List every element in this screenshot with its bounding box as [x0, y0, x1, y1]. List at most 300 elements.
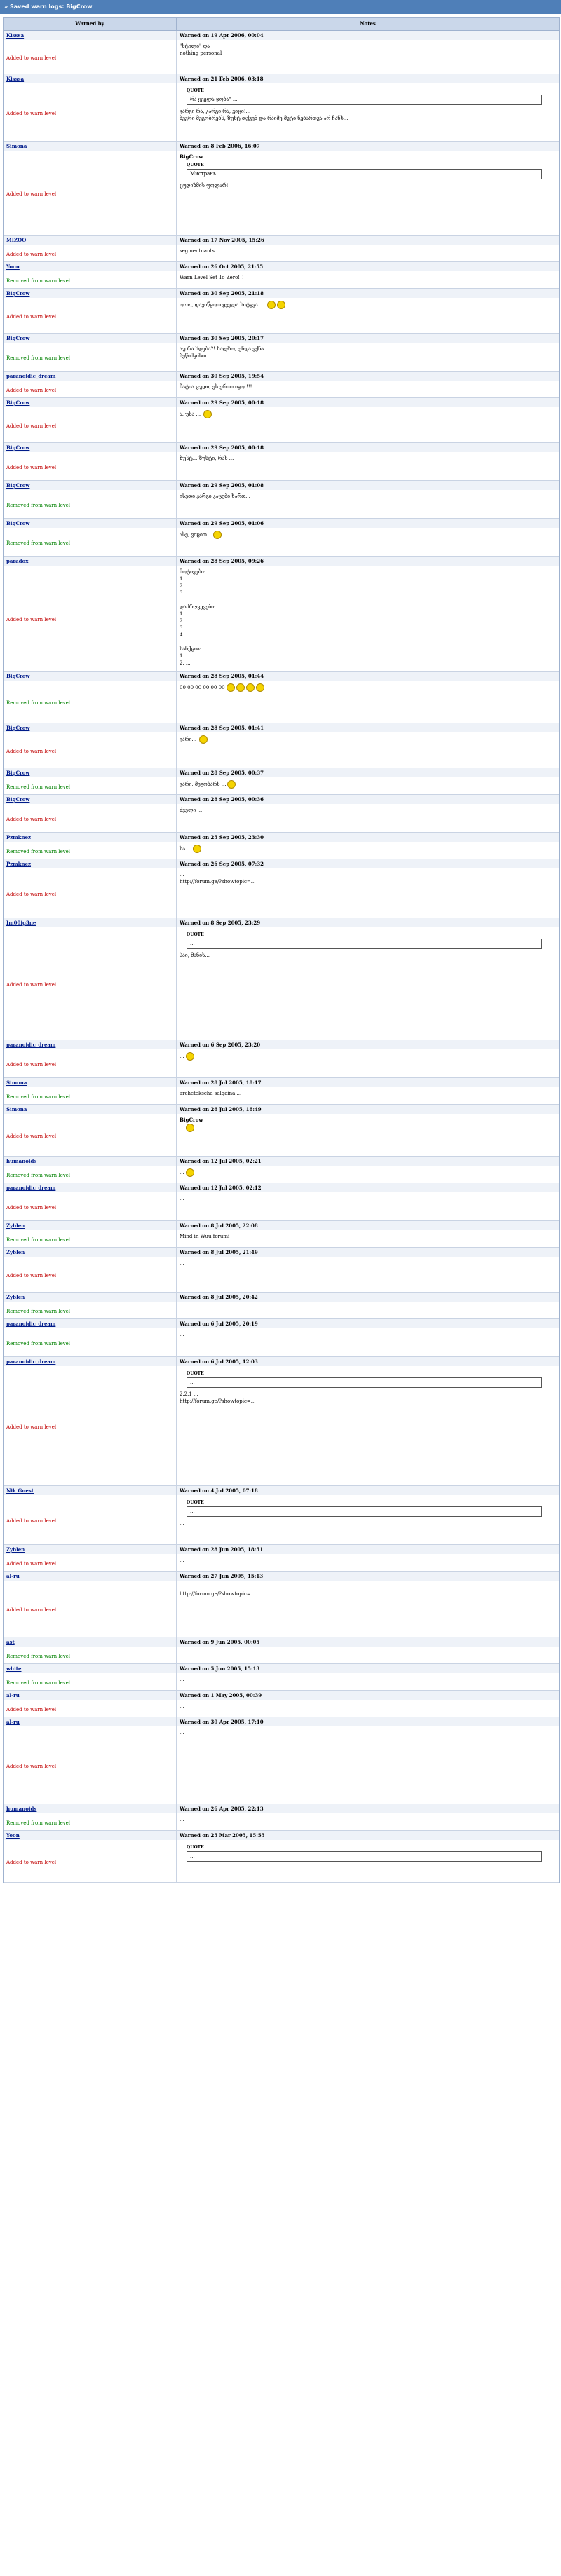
note-text: ... — [180, 1196, 184, 1201]
warn-entry — [4, 1804, 559, 1831]
warner-cell — [4, 1157, 177, 1166]
warn-date: Warned on 28 Sep 2005, 01:44 — [177, 672, 559, 681]
warn-note — [177, 732, 559, 768]
note-text: ... — [180, 1865, 184, 1871]
added-to-warn-level: Added to warn level — [4, 83, 177, 141]
warn-note — [177, 681, 559, 723]
warner-link[interactable]: Zyblen — [6, 1546, 25, 1553]
entry-header-row — [4, 1293, 559, 1302]
entry-body-row — [4, 343, 559, 371]
entry-body-row — [4, 83, 559, 141]
entry-body-row — [4, 1087, 559, 1104]
warn-date: Warned on 17 Nov 2005, 15:26 — [177, 236, 559, 245]
warn-date: Warned on 8 Sep 2005, 23:29 — [177, 918, 559, 927]
warn-note — [177, 528, 559, 556]
entry-header-row — [4, 672, 559, 681]
warner-link[interactable]: al-ru — [6, 1719, 20, 1725]
warner-cell — [4, 289, 177, 298]
warner-cell — [4, 557, 177, 566]
entry-body-row — [4, 1673, 559, 1690]
warner-link[interactable]: Yoon — [6, 264, 20, 270]
entry-body-row — [4, 1192, 559, 1220]
warner-link[interactable]: BigCrow — [6, 725, 30, 731]
warn-entry — [4, 1637, 559, 1664]
entry-header-row — [4, 723, 559, 732]
entry-body-row — [4, 40, 559, 74]
added-to-warn-level: Added to warn level — [4, 1700, 177, 1717]
warner-link[interactable]: BigCrow — [6, 444, 30, 451]
warn-date: Warned on 1 May 2005, 00:39 — [177, 1691, 559, 1700]
entry-header-row — [4, 289, 559, 298]
entry-body-row — [4, 381, 559, 397]
added-to-warn-level: Added to warn level — [4, 1192, 177, 1220]
warn-note — [177, 245, 559, 261]
warn-date: Warned on 29 Sep 2005, 01:08 — [177, 481, 559, 490]
entry-header-row — [4, 31, 559, 40]
quote-block — [187, 1370, 542, 1388]
quote-label: QUOTE — [187, 932, 204, 937]
warner-link[interactable]: Pzmknez — [6, 834, 32, 840]
entry-body-row — [4, 804, 559, 832]
warner-cell — [4, 1319, 177, 1328]
quote-label: QUOTE — [187, 88, 204, 93]
note-text: კარგი რა, კარგი რა, ვიცი!... ბევრი მეგობრებს, ზუსტ თქვენ და რაიმე მეტი ნებართვა არ ჩანს... — [180, 109, 349, 121]
warner-cell — [4, 372, 177, 381]
entry-body-row — [4, 927, 559, 1040]
warn-entry — [4, 1157, 559, 1183]
warn-note — [177, 1328, 559, 1356]
entry-header-row — [4, 372, 559, 381]
warner-cell — [4, 142, 177, 151]
warner-cell — [4, 768, 177, 777]
note-text: ... — [180, 1817, 184, 1822]
added-to-warn-level: Added to warn level — [4, 407, 177, 442]
warner-link[interactable]: Im00ig3ne — [6, 920, 36, 926]
warner-cell — [4, 236, 177, 245]
warn-entry — [4, 1183, 559, 1221]
note-text: ... — [180, 1054, 184, 1059]
warn-entry — [4, 372, 559, 398]
warn-entry — [4, 1078, 559, 1105]
warn-date: Warned on 5 Jun 2005, 15:13 — [177, 1664, 559, 1673]
warn-entry — [4, 833, 559, 859]
warn-entry — [4, 1357, 559, 1486]
entry-body-row — [4, 1366, 559, 1485]
smiley-icon — [246, 683, 255, 692]
warner-cell — [4, 1293, 177, 1302]
quote-text: ... — [187, 1506, 542, 1517]
table-header — [4, 18, 559, 31]
entry-body-row — [4, 566, 559, 671]
entry-header-row — [4, 1248, 559, 1257]
warn-entry — [4, 1831, 559, 1883]
warner-link[interactable]: Kisssa — [6, 32, 25, 39]
page-title: » Saved warn logs: BigCrow — [0, 0, 561, 14]
note-text: ... — [180, 1677, 184, 1682]
warner-cell — [4, 1717, 177, 1726]
entry-header-row — [4, 481, 559, 490]
warn-entry — [4, 723, 559, 768]
warn-date: Warned on 29 Sep 2005, 00:18 — [177, 443, 559, 452]
warn-entry — [4, 1319, 559, 1357]
warn-note — [177, 1366, 559, 1485]
note-text: archetekscha salgaina ... — [180, 1091, 242, 1096]
entry-header-row — [4, 1637, 559, 1647]
warn-date: Warned on 6 Jul 2005, 12:03 — [177, 1357, 559, 1366]
warner-cell — [4, 481, 177, 490]
entry-body-row — [4, 1230, 559, 1247]
removed-from-warn-level: Removed from warn level — [4, 1647, 177, 1663]
warn-date: Warned on 9 Jun 2005, 00:05 — [177, 1637, 559, 1647]
entry-body-row — [4, 1840, 559, 1882]
warner-cell — [4, 918, 177, 927]
note-text: ... — [180, 1332, 184, 1337]
removed-from-warn-level: Removed from warn level — [4, 1302, 177, 1318]
removed-from-warn-level: Removed from warn level — [4, 1673, 177, 1690]
entry-body-row — [4, 1726, 559, 1804]
entry-header-row — [4, 1040, 559, 1049]
warner-cell — [4, 723, 177, 732]
entry-body-row — [4, 1700, 559, 1717]
removed-from-warn-level: Removed from warn level — [4, 271, 177, 288]
warn-date: Warned on 21 Feb 2006, 03:18 — [177, 74, 559, 83]
warn-note — [177, 407, 559, 442]
smiley-icon — [277, 301, 285, 309]
warn-date: Warned on 6 Jul 2005, 20:19 — [177, 1319, 559, 1328]
entry-header-row — [4, 334, 559, 343]
warner-cell — [4, 262, 177, 271]
warn-note — [177, 1257, 559, 1292]
note-text: ... — [180, 1260, 184, 1266]
warn-note — [177, 343, 559, 371]
removed-from-warn-level: Removed from warn level — [4, 842, 177, 859]
note-text: აუ რა ხდება?! ხალხო, უნდა ვქნა ... ბეწიმკისთ... — [180, 346, 270, 359]
warn-note — [177, 1166, 559, 1183]
warn-date: Warned on 29 Sep 2005, 00:18 — [177, 398, 559, 407]
entry-header-row — [4, 519, 559, 528]
warn-note — [177, 804, 559, 832]
note-text: ცუდიზმის ფოლარ! — [180, 183, 229, 189]
warn-note — [177, 452, 559, 480]
warner-cell — [4, 1545, 177, 1554]
note-text: ჰაი, მანის... — [180, 953, 210, 958]
note-text: ... — [180, 1305, 184, 1311]
warner-link[interactable]: humanoids — [6, 1806, 37, 1812]
quote-text: რა ყველა ჯობა" ... — [187, 95, 542, 105]
entry-header-row — [4, 1664, 559, 1673]
entry-body-row — [4, 1114, 559, 1156]
note-text: "სტილი" და nothing personal — [180, 43, 222, 56]
header-notes: Notes — [360, 20, 376, 27]
entry-header-row — [4, 795, 559, 804]
warn-entry — [4, 1717, 559, 1804]
warn-note — [177, 40, 559, 74]
entry-header-row — [4, 1357, 559, 1366]
warner-link[interactable]: paranoidic_dream — [6, 373, 56, 379]
entry-header-row — [4, 1831, 559, 1840]
warn-note — [177, 566, 559, 671]
warner-link[interactable]: Simona — [6, 1106, 27, 1112]
removed-from-warn-level: Removed from warn level — [4, 490, 177, 518]
warn-entry — [4, 519, 559, 557]
warn-date: Warned on 28 Sep 2005, 00:37 — [177, 768, 559, 777]
entry-body-row — [4, 777, 559, 794]
quote-label: QUOTE — [187, 1500, 204, 1505]
warner-link[interactable]: BigCrow — [6, 796, 30, 803]
warn-note — [177, 83, 559, 141]
warn-entry — [4, 1486, 559, 1545]
note-text: ა. უსა ... — [180, 411, 203, 417]
warner-link[interactable]: BigCrow — [6, 770, 30, 776]
warn-entry — [4, 1572, 559, 1637]
warn-entry — [4, 74, 559, 142]
entry-body-row — [4, 1049, 559, 1077]
warn-note — [177, 381, 559, 397]
warn-entry — [4, 481, 559, 519]
entry-header-row — [4, 833, 559, 842]
entry-header-row — [4, 262, 559, 271]
warner-link[interactable]: white — [6, 1665, 22, 1672]
entry-header-row — [4, 142, 559, 151]
note-text: ... — [180, 1125, 184, 1131]
entry-header-row — [4, 443, 559, 452]
quote-block — [187, 1499, 542, 1517]
warn-date: Warned on 12 Jul 2005, 02:21 — [177, 1157, 559, 1166]
note-text: ... — [180, 1650, 184, 1656]
added-to-warn-level: Added to warn level — [4, 1114, 177, 1156]
smiley-icon — [193, 845, 201, 853]
warner-cell — [4, 334, 177, 343]
warn-entry — [4, 1221, 559, 1248]
entry-body-row — [4, 1302, 559, 1318]
entry-header-row — [4, 1105, 559, 1114]
entry-header-row — [4, 398, 559, 407]
warner-link[interactable]: Yoon — [6, 1832, 20, 1839]
warn-date: Warned on 6 Sep 2005, 23:20 — [177, 1040, 559, 1049]
smiley-icon — [236, 683, 245, 692]
warner-cell — [4, 1248, 177, 1257]
entry-body-row — [4, 732, 559, 768]
entry-body-row — [4, 1257, 559, 1292]
warn-note — [177, 1230, 559, 1247]
smiley-icon — [186, 1052, 194, 1061]
warn-entry — [4, 557, 559, 672]
warn-note — [177, 1302, 559, 1318]
warner-link[interactable]: Simona — [6, 143, 27, 149]
added-to-warn-level: Added to warn level — [4, 298, 177, 333]
entry-header-row — [4, 1572, 559, 1581]
warn-date: Warned on 4 Jul 2005, 07:18 — [177, 1486, 559, 1495]
entry-header-row — [4, 1691, 559, 1700]
warner-link[interactable]: MIZOO — [6, 237, 27, 243]
added-to-warn-level: Added to warn level — [4, 804, 177, 832]
warn-note — [177, 842, 559, 859]
warner-cell — [4, 833, 177, 842]
entry-header-row — [4, 1717, 559, 1726]
warn-date: Warned on 26 Sep 2005, 07:32 — [177, 859, 559, 868]
warn-entry — [4, 1040, 559, 1078]
warner-cell — [4, 1183, 177, 1192]
warn-entry — [4, 672, 559, 723]
warn-date: Warned on 30 Apr 2005, 17:10 — [177, 1717, 559, 1726]
quote-block — [187, 88, 542, 105]
warner-cell — [4, 1040, 177, 1049]
warn-log-table — [3, 17, 560, 1883]
smiley-icon — [186, 1168, 194, 1177]
smiley-icon — [199, 735, 208, 744]
warner-cell — [4, 795, 177, 804]
warner-link[interactable]: humanoids — [6, 1158, 37, 1164]
added-to-warn-level: Added to warn level — [4, 1554, 177, 1571]
warner-link[interactable]: Zyblen — [6, 1294, 25, 1300]
warner-link[interactable]: Simona — [6, 1079, 27, 1086]
removed-from-warn-level: Removed from warn level — [4, 1328, 177, 1356]
entry-header-row — [4, 1183, 559, 1192]
warn-date: Warned on 8 Jul 2005, 20:42 — [177, 1293, 559, 1302]
warn-note — [177, 1114, 559, 1156]
warn-date: Warned on 29 Sep 2005, 01:06 — [177, 519, 559, 528]
warner-link[interactable]: BigCrow — [6, 482, 30, 489]
added-to-warn-level: Added to warn level — [4, 868, 177, 918]
added-to-warn-level: Added to warn level — [4, 151, 177, 235]
note-text: ... — [180, 1730, 184, 1736]
entry-header-row — [4, 1319, 559, 1328]
entry-header-row — [4, 1804, 559, 1813]
warner-link[interactable]: ast — [6, 1639, 15, 1645]
warn-entry — [4, 1248, 559, 1293]
warner-cell — [4, 443, 177, 452]
warner-cell — [4, 1357, 177, 1366]
warn-note — [177, 1700, 559, 1717]
header-warned-by: Warned by — [4, 18, 177, 30]
entry-body-row — [4, 868, 559, 918]
added-to-warn-level: Added to warn level — [4, 1257, 177, 1292]
removed-from-warn-level: Removed from warn level — [4, 681, 177, 723]
entry-header-row — [4, 859, 559, 868]
warner-link[interactable]: Pzmknez — [6, 861, 32, 867]
warner-cell — [4, 1486, 177, 1495]
note-text: ოოო, დავიწყოთ ყველა სიტყვა ... — [180, 302, 266, 308]
note-text: ... http://forum.ge/?showtopic=... — [180, 1584, 256, 1597]
warner-link[interactable]: BigCrow — [6, 400, 30, 406]
warner-link[interactable]: BigCrow — [6, 673, 30, 679]
added-to-warn-level: Added to warn level — [4, 1840, 177, 1882]
added-to-warn-level: Added to warn level — [4, 452, 177, 480]
note-text: ვარი, მეგობარს ... — [180, 782, 227, 787]
entry-body-row — [4, 1647, 559, 1663]
warn-note — [177, 1840, 559, 1882]
note-text: 00 00 00 00 00 00 — [180, 685, 225, 690]
warner-cell — [4, 1078, 177, 1087]
warner-link[interactable]: BigCrow — [6, 290, 30, 297]
warner-link[interactable]: paranoidic_dream — [6, 1185, 56, 1191]
warn-date: Warned on 25 Mar 2005, 15:55 — [177, 1831, 559, 1840]
entry-body-row — [4, 528, 559, 556]
smiley-icon — [213, 531, 222, 539]
quoted-author: BigCrow — [180, 1117, 203, 1123]
entry-body-row — [4, 271, 559, 288]
warn-note — [177, 271, 559, 288]
warn-date: Warned on 28 Sep 2005, 09:26 — [177, 557, 559, 566]
warner-link[interactable]: al-ru — [6, 1692, 20, 1698]
entry-body-row — [4, 1328, 559, 1356]
warner-link[interactable]: paranoidic_dream — [6, 1358, 56, 1365]
warner-cell — [4, 31, 177, 40]
warn-entry — [4, 289, 559, 334]
entry-header-row — [4, 1221, 559, 1230]
warn-date: Warned on 8 Feb 2006, 16:07 — [177, 142, 559, 151]
warn-entry — [4, 859, 559, 918]
warner-link[interactable]: al-ru — [6, 1573, 20, 1579]
warn-date: Warned on 12 Jul 2005, 02:12 — [177, 1183, 559, 1192]
warner-link[interactable]: Zyblen — [6, 1249, 25, 1255]
warn-date: Warned on 30 Sep 2005, 21:18 — [177, 289, 559, 298]
removed-from-warn-level: Removed from warn level — [4, 1230, 177, 1247]
warner-link[interactable]: Nik Guest — [6, 1487, 34, 1494]
entry-header-row — [4, 1078, 559, 1087]
note-text: ისეთი კარგი კაცები ხართ... — [180, 493, 252, 499]
warn-entries — [4, 31, 559, 1883]
warn-entry — [4, 768, 559, 795]
warner-cell — [4, 1804, 177, 1813]
warn-date: Warned on 25 Sep 2005, 23:30 — [177, 833, 559, 842]
entry-body-row — [4, 151, 559, 235]
note-text: სა ... — [180, 846, 191, 852]
smiley-icon — [267, 301, 276, 309]
smiley-icon — [186, 1124, 194, 1132]
warn-note — [177, 151, 559, 235]
note-text: ასე, ვიცით... — [180, 532, 212, 538]
warn-entry — [4, 443, 559, 481]
warn-date: Warned on 28 Jul 2005, 18:17 — [177, 1078, 559, 1087]
warn-date: Warned on 28 Sep 2005, 01:41 — [177, 723, 559, 732]
warn-date: Warned on 8 Jul 2005, 22:08 — [177, 1221, 559, 1230]
entry-header-row — [4, 236, 559, 245]
removed-from-warn-level: Removed from warn level — [4, 343, 177, 371]
note-text: 2.2.1 ... http://forum.ge/?showtopic=... — [180, 1391, 256, 1404]
added-to-warn-level: Added to warn level — [4, 1366, 177, 1485]
warner-link[interactable]: paranoidic_dream — [6, 1042, 56, 1048]
entry-header-row — [4, 1157, 559, 1166]
entry-body-row — [4, 490, 559, 518]
warn-entry — [4, 1293, 559, 1319]
entry-header-row — [4, 557, 559, 566]
warner-link[interactable]: paradox — [6, 558, 29, 564]
warner-link[interactable]: BigCrow — [6, 520, 30, 526]
warner-cell — [4, 1637, 177, 1647]
removed-from-warn-level: Removed from warn level — [4, 1813, 177, 1830]
warn-note — [177, 1087, 559, 1104]
removed-from-warn-level: Removed from warn level — [4, 1087, 177, 1104]
warn-note — [177, 1673, 559, 1690]
entry-body-row — [4, 1813, 559, 1830]
warner-link[interactable]: Zyblen — [6, 1222, 25, 1229]
entry-body-row — [4, 1554, 559, 1571]
warner-cell — [4, 398, 177, 407]
entry-header-row — [4, 1486, 559, 1495]
warn-entry — [4, 1105, 559, 1157]
warn-note — [177, 1647, 559, 1663]
warner-link[interactable]: Kisssa — [6, 76, 25, 82]
smiley-icon — [203, 410, 212, 418]
warner-link[interactable]: paranoidic_dream — [6, 1321, 56, 1327]
added-to-warn-level: Added to warn level — [4, 1049, 177, 1077]
entry-body-row — [4, 1166, 559, 1183]
warn-note — [177, 1581, 559, 1637]
warn-date: Warned on 27 Jun 2005, 15:13 — [177, 1572, 559, 1581]
warner-link[interactable]: BigCrow — [6, 335, 30, 341]
warn-date: Warned on 19 Apr 2006, 00:04 — [177, 31, 559, 40]
